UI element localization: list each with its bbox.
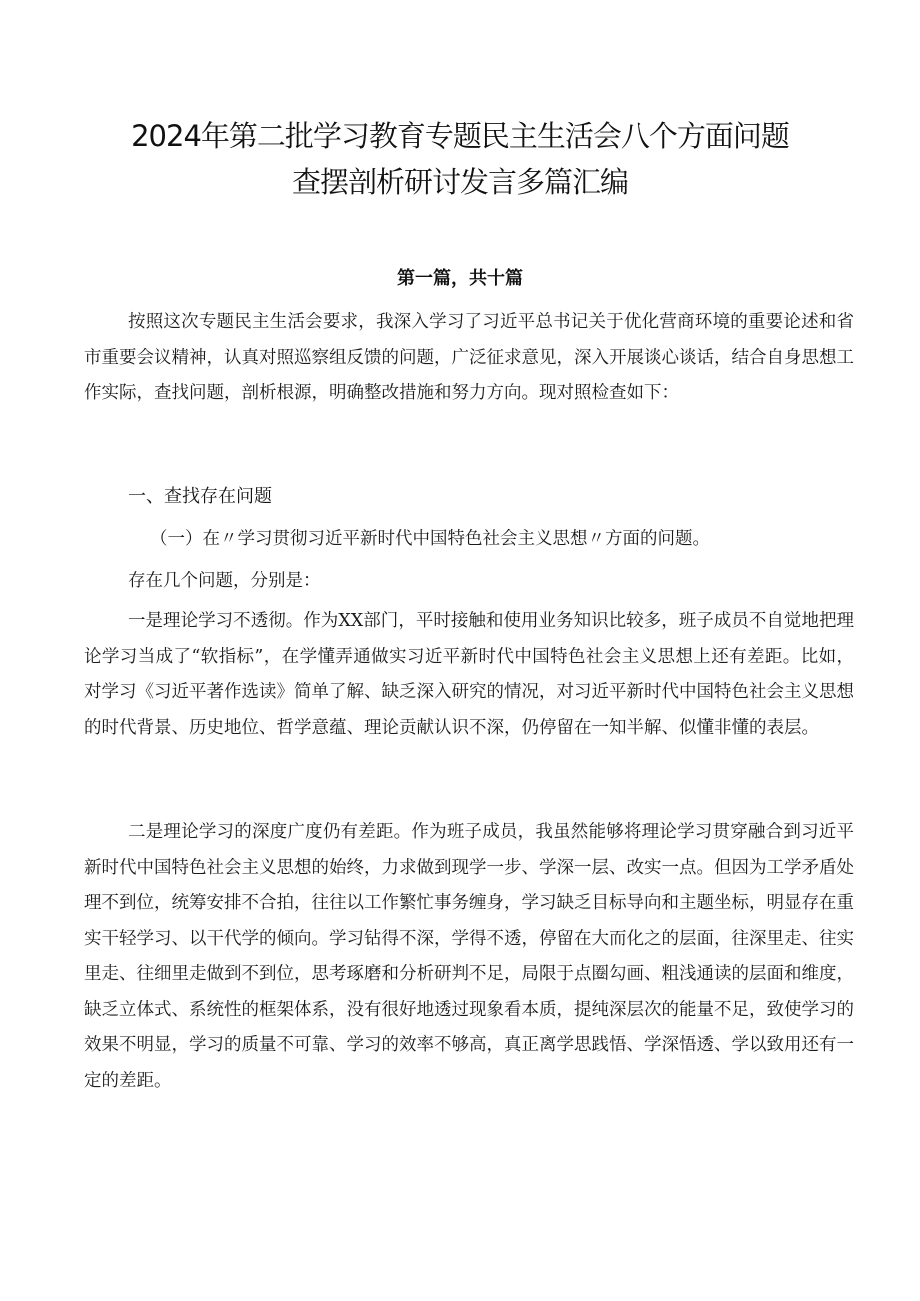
section-heading: 一、查找存在问题 [128,486,272,507]
document-subtitle: 第一篇，共十篇 [397,268,523,289]
subsection-heading: （一）在〃学习贯彻习近平新时代中国特色社会主义思想〃方面的问题。 [150,529,710,549]
document-title-line-2: 查摆剖析研讨发言多篇汇编 [291,165,628,199]
problem-2-paragraph: 二是理论学习的深度广度仍有差距。作为班子成员，我虽然能够将理论学习贯穿融合到习近平新时代中国特色社会主义思想的始终，力求做到现学一步、学深一层、改实一点。但因为工学矛盾处理不到位，统筹安排不合拍，往往以工作繁忙事务缠身，学习缺乏目标导向和主题坐标，明显存在重实干轻学习、以干代学的倾向。学习钻得不深，学得不透，停留在大而化之的层面，往深里走、往实里走、往细里走做到不到位，思考琢磨和分析研判不足，局限于点圈勾画、粗浅通读的层面和维度，缺乏立体式、系统性的框架体系，没有很好地透过现象看本质，提纯深层次的能量不足，致使学习的效果不明显，学习的质量不可靠、学习的效率不够高，真正离学思践悟、学深悟透、学以致用还有一定的差距。 [84,822,854,1091]
document-title-line-1: 2024年第二批学习教育专题民主生活会八个方面问题 [131,119,789,153]
problem-1-paragraph: 一是理论学习不透彻。作为XX部门，平时接触和使用业务知识比较多，班子成员不自觉地把理论学习当成了“软指标”，在学懂弄通做实习近平新时代中国特色社会主义思想上还有差距。比如，对学习《习近平著作选读》简单了解、缺乏深入研究的情况，对习近平新时代中国特色社会主义思想的时代背景、历史地位、哲学意蕴、理论贡献认识不深，仍停留在一知半解、似懂非懂的表层。 [84,611,854,738]
problems-lead: 存在几个问题，分别是： [128,571,321,591]
intro-paragraph: 按照这次专题民主生活会要求，我深入学习了习近平总书记关于优化营商环境的重要论述和省市重要会议精神，认真对照巡察组反馈的问题，广泛征求意见，深入开展谈心谈话，结合自身思想工作实际，查找问题，剖析根源，明确整改措施和努力方向。现对照检查如下： [84,312,854,403]
